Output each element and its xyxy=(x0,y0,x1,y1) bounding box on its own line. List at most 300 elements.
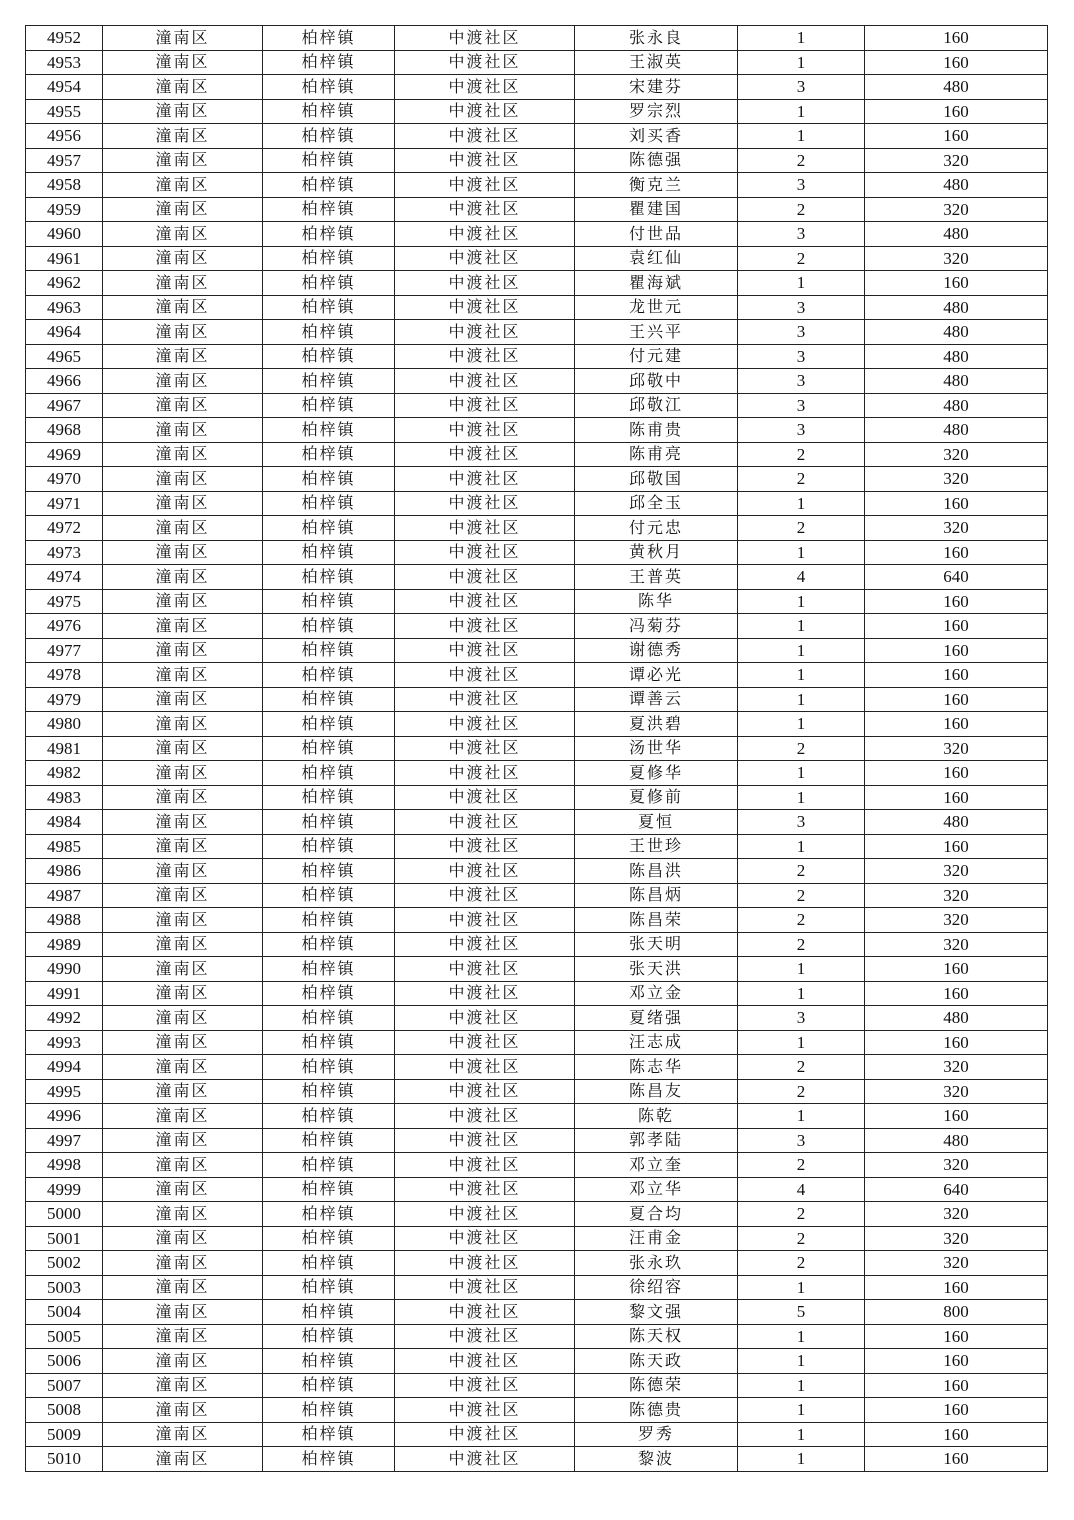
district-cell: 潼南区 xyxy=(103,197,263,222)
town-cell: 柏梓镇 xyxy=(263,1030,395,1055)
district-cell: 潼南区 xyxy=(103,320,263,345)
table-row xyxy=(26,344,1048,369)
amount-cell: 160 xyxy=(865,99,1048,124)
town-cell: 柏梓镇 xyxy=(263,565,395,590)
town-cell: 柏梓镇 xyxy=(263,540,395,565)
row-number-cell: 4986 xyxy=(26,859,103,884)
town-cell: 柏梓镇 xyxy=(263,1398,395,1423)
count-cell: 2 xyxy=(738,1079,865,1104)
amount-cell: 160 xyxy=(865,1373,1048,1398)
row-number-cell: 4954 xyxy=(26,75,103,100)
district-cell: 潼南区 xyxy=(103,1030,263,1055)
town-cell: 柏梓镇 xyxy=(263,295,395,320)
row-number-cell: 4979 xyxy=(26,687,103,712)
table-row xyxy=(26,614,1048,639)
name-cell: 冯菊芬 xyxy=(575,614,738,639)
amount-cell: 320 xyxy=(865,442,1048,467)
count-cell: 2 xyxy=(738,736,865,761)
name-cell: 邱敬中 xyxy=(575,369,738,394)
count-cell: 4 xyxy=(738,1177,865,1202)
community-cell: 中渡社区 xyxy=(395,50,575,75)
name-cell: 刘买香 xyxy=(575,124,738,149)
row-number-cell: 4999 xyxy=(26,1177,103,1202)
table-row xyxy=(26,1030,1048,1055)
row-number-cell: 5010 xyxy=(26,1447,103,1472)
community-cell: 中渡社区 xyxy=(395,344,575,369)
district-cell: 潼南区 xyxy=(103,124,263,149)
name-cell: 衡克兰 xyxy=(575,173,738,198)
town-cell: 柏梓镇 xyxy=(263,638,395,663)
count-cell: 2 xyxy=(738,1251,865,1276)
table-row xyxy=(26,1055,1048,1080)
town-cell: 柏梓镇 xyxy=(263,369,395,394)
district-cell: 潼南区 xyxy=(103,785,263,810)
community-cell: 中渡社区 xyxy=(395,124,575,149)
name-cell: 邱敬国 xyxy=(575,467,738,492)
name-cell: 谭必光 xyxy=(575,663,738,688)
district-cell: 潼南区 xyxy=(103,712,263,737)
row-number-cell: 4956 xyxy=(26,124,103,149)
table-row xyxy=(26,883,1048,908)
row-number-cell: 4997 xyxy=(26,1128,103,1153)
count-cell: 1 xyxy=(738,124,865,149)
amount-cell: 320 xyxy=(865,908,1048,933)
row-number-cell: 4964 xyxy=(26,320,103,345)
table-row xyxy=(26,99,1048,124)
row-number-cell: 4961 xyxy=(26,246,103,271)
name-cell: 陈华 xyxy=(575,589,738,614)
name-cell: 黎波 xyxy=(575,1447,738,1472)
name-cell: 徐绍容 xyxy=(575,1275,738,1300)
count-cell: 3 xyxy=(738,1006,865,1031)
amount-cell: 160 xyxy=(865,957,1048,982)
table-row xyxy=(26,810,1048,835)
name-cell: 张天明 xyxy=(575,932,738,957)
count-cell: 1 xyxy=(738,1104,865,1129)
community-cell: 中渡社区 xyxy=(395,1055,575,1080)
community-cell: 中渡社区 xyxy=(395,246,575,271)
row-number-cell: 4958 xyxy=(26,173,103,198)
district-cell: 潼南区 xyxy=(103,883,263,908)
count-cell: 1 xyxy=(738,1373,865,1398)
amount-cell: 320 xyxy=(865,1153,1048,1178)
table-row xyxy=(26,1104,1048,1129)
table-row xyxy=(26,761,1048,786)
amount-cell: 160 xyxy=(865,1422,1048,1447)
name-cell: 郭孝陆 xyxy=(575,1128,738,1153)
town-cell: 柏梓镇 xyxy=(263,589,395,614)
row-number-cell: 4966 xyxy=(26,369,103,394)
town-cell: 柏梓镇 xyxy=(263,687,395,712)
count-cell: 1 xyxy=(738,99,865,124)
name-cell: 张永良 xyxy=(575,26,738,51)
district-cell: 潼南区 xyxy=(103,491,263,516)
community-cell: 中渡社区 xyxy=(395,1324,575,1349)
district-cell: 潼南区 xyxy=(103,1177,263,1202)
name-cell: 夏绪强 xyxy=(575,1006,738,1031)
district-cell: 潼南区 xyxy=(103,50,263,75)
community-cell: 中渡社区 xyxy=(395,369,575,394)
community-cell: 中渡社区 xyxy=(395,99,575,124)
row-number-cell: 4985 xyxy=(26,834,103,859)
count-cell: 3 xyxy=(738,320,865,345)
amount-cell: 160 xyxy=(865,1275,1048,1300)
row-number-cell: 4988 xyxy=(26,908,103,933)
name-cell: 汪志成 xyxy=(575,1030,738,1055)
count-cell: 3 xyxy=(738,295,865,320)
town-cell: 柏梓镇 xyxy=(263,1006,395,1031)
table-row xyxy=(26,393,1048,418)
district-cell: 潼南区 xyxy=(103,516,263,541)
count-cell: 2 xyxy=(738,859,865,884)
amount-cell: 320 xyxy=(865,1202,1048,1227)
amount-cell: 160 xyxy=(865,712,1048,737)
town-cell: 柏梓镇 xyxy=(263,222,395,247)
table-row xyxy=(26,1226,1048,1251)
town-cell: 柏梓镇 xyxy=(263,883,395,908)
count-cell: 1 xyxy=(738,1398,865,1423)
amount-cell: 160 xyxy=(865,1324,1048,1349)
district-cell: 潼南区 xyxy=(103,26,263,51)
table-row xyxy=(26,467,1048,492)
town-cell: 柏梓镇 xyxy=(263,344,395,369)
community-cell: 中渡社区 xyxy=(395,1447,575,1472)
table-row xyxy=(26,442,1048,467)
count-cell: 3 xyxy=(738,173,865,198)
district-cell: 潼南区 xyxy=(103,736,263,761)
town-cell: 柏梓镇 xyxy=(263,1153,395,1178)
name-cell: 袁红仙 xyxy=(575,246,738,271)
row-number-cell: 5002 xyxy=(26,1251,103,1276)
district-cell: 潼南区 xyxy=(103,271,263,296)
row-number-cell: 4973 xyxy=(26,540,103,565)
row-number-cell: 4984 xyxy=(26,810,103,835)
district-cell: 潼南区 xyxy=(103,75,263,100)
district-cell: 潼南区 xyxy=(103,1324,263,1349)
town-cell: 柏梓镇 xyxy=(263,99,395,124)
row-number-cell: 4983 xyxy=(26,785,103,810)
table-body xyxy=(26,26,1048,1472)
district-cell: 潼南区 xyxy=(103,810,263,835)
count-cell: 2 xyxy=(738,516,865,541)
community-cell: 中渡社区 xyxy=(395,761,575,786)
town-cell: 柏梓镇 xyxy=(263,418,395,443)
name-cell: 张天洪 xyxy=(575,957,738,982)
community-cell: 中渡社区 xyxy=(395,418,575,443)
data-table xyxy=(25,25,1048,1472)
amount-cell: 480 xyxy=(865,320,1048,345)
district-cell: 潼南区 xyxy=(103,663,263,688)
count-cell: 2 xyxy=(738,883,865,908)
count-cell: 1 xyxy=(738,1275,865,1300)
row-number-cell: 4989 xyxy=(26,932,103,957)
count-cell: 5 xyxy=(738,1300,865,1325)
amount-cell: 160 xyxy=(865,834,1048,859)
table-row xyxy=(26,173,1048,198)
row-number-cell: 4991 xyxy=(26,981,103,1006)
name-cell: 王普英 xyxy=(575,565,738,590)
name-cell: 夏修前 xyxy=(575,785,738,810)
community-cell: 中渡社区 xyxy=(395,687,575,712)
amount-cell: 320 xyxy=(865,1251,1048,1276)
amount-cell: 160 xyxy=(865,981,1048,1006)
count-cell: 1 xyxy=(738,589,865,614)
community-cell: 中渡社区 xyxy=(395,663,575,688)
count-cell: 3 xyxy=(738,344,865,369)
district-cell: 潼南区 xyxy=(103,638,263,663)
count-cell: 2 xyxy=(738,1202,865,1227)
row-number-cell: 4982 xyxy=(26,761,103,786)
district-cell: 潼南区 xyxy=(103,761,263,786)
table-row xyxy=(26,1447,1048,1472)
name-cell: 王淑英 xyxy=(575,50,738,75)
count-cell: 2 xyxy=(738,246,865,271)
town-cell: 柏梓镇 xyxy=(263,124,395,149)
town-cell: 柏梓镇 xyxy=(263,1079,395,1104)
count-cell: 2 xyxy=(738,1055,865,1080)
table-row xyxy=(26,320,1048,345)
row-number-cell: 4970 xyxy=(26,467,103,492)
community-cell: 中渡社区 xyxy=(395,516,575,541)
district-cell: 潼南区 xyxy=(103,1300,263,1325)
row-number-cell: 5004 xyxy=(26,1300,103,1325)
table-row xyxy=(26,785,1048,810)
row-number-cell: 4971 xyxy=(26,491,103,516)
amount-cell: 800 xyxy=(865,1300,1048,1325)
amount-cell: 320 xyxy=(865,859,1048,884)
count-cell: 2 xyxy=(738,908,865,933)
amount-cell: 160 xyxy=(865,491,1048,516)
count-cell: 3 xyxy=(738,810,865,835)
table-row xyxy=(26,859,1048,884)
district-cell: 潼南区 xyxy=(103,1153,263,1178)
table-row xyxy=(26,1202,1048,1227)
name-cell: 谢德秀 xyxy=(575,638,738,663)
town-cell: 柏梓镇 xyxy=(263,736,395,761)
amount-cell: 320 xyxy=(865,1226,1048,1251)
community-cell: 中渡社区 xyxy=(395,736,575,761)
count-cell: 1 xyxy=(738,785,865,810)
row-number-cell: 5003 xyxy=(26,1275,103,1300)
row-number-cell: 4972 xyxy=(26,516,103,541)
amount-cell: 160 xyxy=(865,50,1048,75)
community-cell: 中渡社区 xyxy=(395,957,575,982)
table-row xyxy=(26,516,1048,541)
community-cell: 中渡社区 xyxy=(395,1349,575,1374)
name-cell: 陈昌荣 xyxy=(575,908,738,933)
row-number-cell: 4953 xyxy=(26,50,103,75)
community-cell: 中渡社区 xyxy=(395,712,575,737)
amount-cell: 160 xyxy=(865,26,1048,51)
district-cell: 潼南区 xyxy=(103,148,263,173)
table-row xyxy=(26,75,1048,100)
district-cell: 潼南区 xyxy=(103,1447,263,1472)
district-cell: 潼南区 xyxy=(103,1398,263,1423)
table-row xyxy=(26,50,1048,75)
town-cell: 柏梓镇 xyxy=(263,26,395,51)
count-cell: 1 xyxy=(738,491,865,516)
table-row xyxy=(26,1349,1048,1374)
town-cell: 柏梓镇 xyxy=(263,320,395,345)
district-cell: 潼南区 xyxy=(103,1226,263,1251)
table-row xyxy=(26,1177,1048,1202)
count-cell: 2 xyxy=(738,467,865,492)
town-cell: 柏梓镇 xyxy=(263,442,395,467)
count-cell: 1 xyxy=(738,271,865,296)
count-cell: 3 xyxy=(738,1128,865,1153)
town-cell: 柏梓镇 xyxy=(263,246,395,271)
count-cell: 1 xyxy=(738,1324,865,1349)
count-cell: 1 xyxy=(738,50,865,75)
table-row xyxy=(26,712,1048,737)
district-cell: 潼南区 xyxy=(103,1422,263,1447)
town-cell: 柏梓镇 xyxy=(263,1447,395,1472)
town-cell: 柏梓镇 xyxy=(263,1349,395,1374)
community-cell: 中渡社区 xyxy=(395,1398,575,1423)
name-cell: 邓立华 xyxy=(575,1177,738,1202)
amount-cell: 480 xyxy=(865,1128,1048,1153)
name-cell: 张永玖 xyxy=(575,1251,738,1276)
district-cell: 潼南区 xyxy=(103,1079,263,1104)
district-cell: 潼南区 xyxy=(103,687,263,712)
table-row xyxy=(26,1398,1048,1423)
table-row xyxy=(26,26,1048,51)
town-cell: 柏梓镇 xyxy=(263,761,395,786)
table-row xyxy=(26,271,1048,296)
amount-cell: 480 xyxy=(865,222,1048,247)
table-row xyxy=(26,418,1048,443)
count-cell: 1 xyxy=(738,614,865,639)
community-cell: 中渡社区 xyxy=(395,148,575,173)
row-number-cell: 4952 xyxy=(26,26,103,51)
town-cell: 柏梓镇 xyxy=(263,491,395,516)
community-cell: 中渡社区 xyxy=(395,1079,575,1104)
town-cell: 柏梓镇 xyxy=(263,859,395,884)
community-cell: 中渡社区 xyxy=(395,491,575,516)
table-row xyxy=(26,1373,1048,1398)
town-cell: 柏梓镇 xyxy=(263,981,395,1006)
town-cell: 柏梓镇 xyxy=(263,1104,395,1129)
amount-cell: 160 xyxy=(865,124,1048,149)
row-number-cell: 4977 xyxy=(26,638,103,663)
community-cell: 中渡社区 xyxy=(395,1422,575,1447)
table-row xyxy=(26,638,1048,663)
count-cell: 1 xyxy=(738,1422,865,1447)
name-cell: 王兴平 xyxy=(575,320,738,345)
table-row xyxy=(26,197,1048,222)
row-number-cell: 4976 xyxy=(26,614,103,639)
town-cell: 柏梓镇 xyxy=(263,1128,395,1153)
row-number-cell: 5000 xyxy=(26,1202,103,1227)
community-cell: 中渡社区 xyxy=(395,1373,575,1398)
name-cell: 黄秋月 xyxy=(575,540,738,565)
count-cell: 1 xyxy=(738,761,865,786)
count-cell: 1 xyxy=(738,712,865,737)
community-cell: 中渡社区 xyxy=(395,1300,575,1325)
count-cell: 3 xyxy=(738,222,865,247)
row-number-cell: 4969 xyxy=(26,442,103,467)
amount-cell: 320 xyxy=(865,1055,1048,1080)
town-cell: 柏梓镇 xyxy=(263,197,395,222)
row-number-cell: 5006 xyxy=(26,1349,103,1374)
amount-cell: 160 xyxy=(865,687,1048,712)
amount-cell: 480 xyxy=(865,1006,1048,1031)
row-number-cell: 4993 xyxy=(26,1030,103,1055)
row-number-cell: 4996 xyxy=(26,1104,103,1129)
community-cell: 中渡社区 xyxy=(395,75,575,100)
district-cell: 潼南区 xyxy=(103,467,263,492)
table-row xyxy=(26,1275,1048,1300)
town-cell: 柏梓镇 xyxy=(263,516,395,541)
community-cell: 中渡社区 xyxy=(395,834,575,859)
table-row xyxy=(26,932,1048,957)
table-row xyxy=(26,663,1048,688)
row-number-cell: 4994 xyxy=(26,1055,103,1080)
table-row xyxy=(26,246,1048,271)
amount-cell: 480 xyxy=(865,173,1048,198)
district-cell: 潼南区 xyxy=(103,369,263,394)
count-cell: 1 xyxy=(738,638,865,663)
name-cell: 汤世华 xyxy=(575,736,738,761)
community-cell: 中渡社区 xyxy=(395,173,575,198)
district-cell: 潼南区 xyxy=(103,1055,263,1080)
amount-cell: 160 xyxy=(865,761,1048,786)
district-cell: 潼南区 xyxy=(103,393,263,418)
community-cell: 中渡社区 xyxy=(395,295,575,320)
count-cell: 2 xyxy=(738,442,865,467)
town-cell: 柏梓镇 xyxy=(263,908,395,933)
town-cell: 柏梓镇 xyxy=(263,173,395,198)
row-number-cell: 4978 xyxy=(26,663,103,688)
count-cell: 1 xyxy=(738,663,865,688)
town-cell: 柏梓镇 xyxy=(263,785,395,810)
town-cell: 柏梓镇 xyxy=(263,1373,395,1398)
name-cell: 陈昌洪 xyxy=(575,859,738,884)
amount-cell: 480 xyxy=(865,393,1048,418)
row-number-cell: 4962 xyxy=(26,271,103,296)
district-cell: 潼南区 xyxy=(103,418,263,443)
district-cell: 潼南区 xyxy=(103,1251,263,1276)
town-cell: 柏梓镇 xyxy=(263,393,395,418)
table-row xyxy=(26,124,1048,149)
town-cell: 柏梓镇 xyxy=(263,1300,395,1325)
town-cell: 柏梓镇 xyxy=(263,957,395,982)
district-cell: 潼南区 xyxy=(103,222,263,247)
district-cell: 潼南区 xyxy=(103,1275,263,1300)
name-cell: 罗秀 xyxy=(575,1422,738,1447)
count-cell: 2 xyxy=(738,148,865,173)
amount-cell: 320 xyxy=(865,148,1048,173)
district-cell: 潼南区 xyxy=(103,540,263,565)
community-cell: 中渡社区 xyxy=(395,614,575,639)
amount-cell: 480 xyxy=(865,75,1048,100)
amount-cell: 320 xyxy=(865,467,1048,492)
name-cell: 邱敬江 xyxy=(575,393,738,418)
row-number-cell: 4959 xyxy=(26,197,103,222)
name-cell: 汪甫金 xyxy=(575,1226,738,1251)
table-row xyxy=(26,834,1048,859)
row-number-cell: 4980 xyxy=(26,712,103,737)
community-cell: 中渡社区 xyxy=(395,1153,575,1178)
table-row xyxy=(26,1251,1048,1276)
district-cell: 潼南区 xyxy=(103,1128,263,1153)
table-row xyxy=(26,295,1048,320)
amount-cell: 480 xyxy=(865,295,1048,320)
count-cell: 3 xyxy=(738,418,865,443)
name-cell: 陈甫贵 xyxy=(575,418,738,443)
name-cell: 夏洪碧 xyxy=(575,712,738,737)
community-cell: 中渡社区 xyxy=(395,393,575,418)
